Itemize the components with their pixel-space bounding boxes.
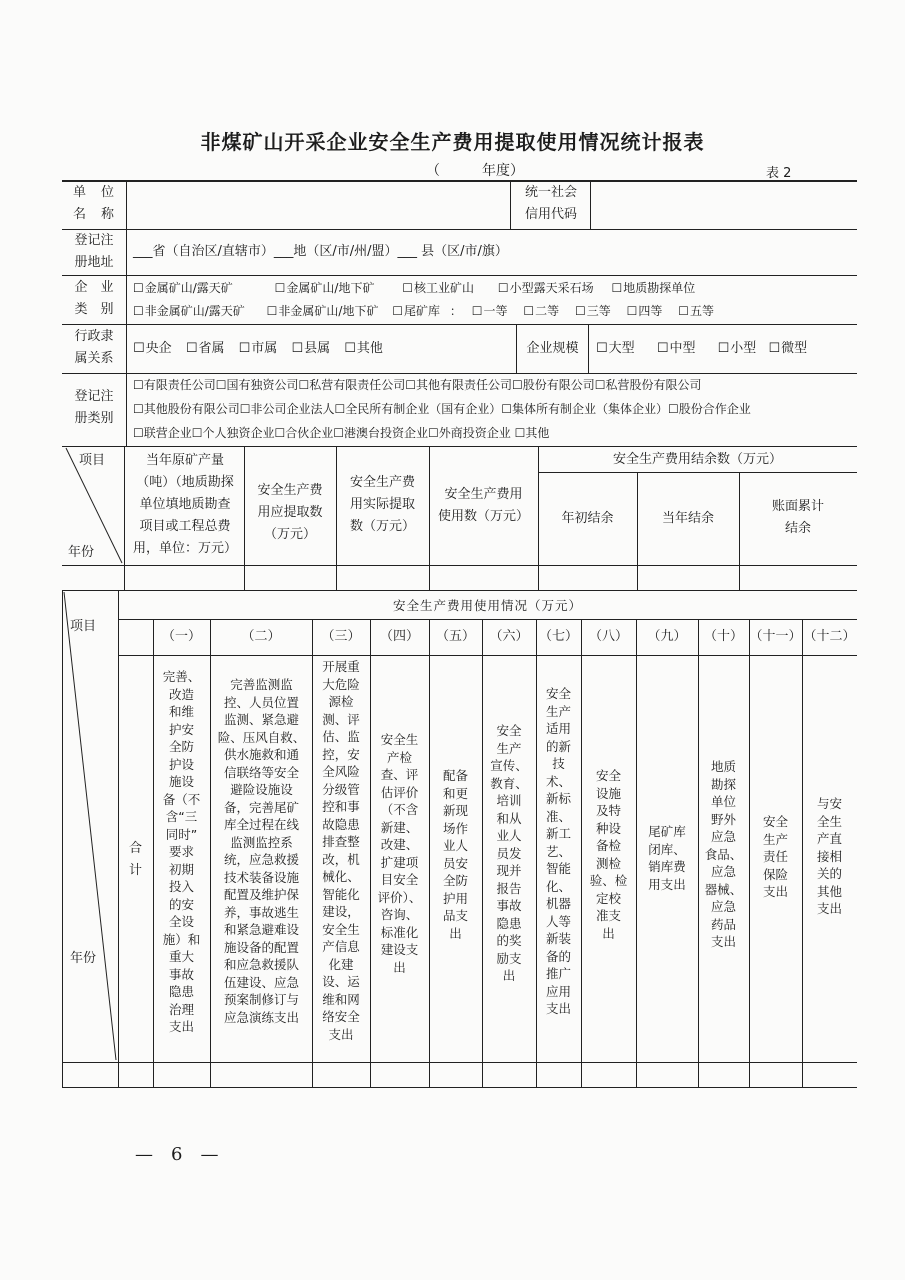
unit-name-label: 单 位 名 称 [72,185,115,222]
desc-line: 技 [552,756,565,771]
cell-usage-11[interactable] [750,1063,801,1086]
desc-line: 避险设施设 [230,782,293,797]
cell-usage-10[interactable] [699,1063,748,1086]
desc-line: 测、评 [322,711,360,727]
desc-col-4 [370,731,429,976]
reg-address-label: 登记注 册地址 [74,233,114,270]
desc-line: 场作 [442,820,468,836]
desc-line: 故隐患 [322,816,360,832]
desc-line: 智能化 [322,886,360,902]
desc-line: 改，机 [322,851,360,867]
desc-line: 报告 [496,880,522,896]
desc-line: 新建、 [380,819,419,835]
desc-col-5 [429,767,482,942]
credit-code-label: 统一社会 信用代码 [524,185,577,222]
desc-line: 支出 [328,1026,354,1042]
page-number: — 6 — [135,1144,219,1165]
desc-line: 施设 [168,774,194,789]
desc-line: 要求 [168,844,194,859]
desc-col-3 [312,658,370,1043]
desc-line: 测检 [595,855,621,871]
desc-line: 新工 [545,826,571,841]
desc-line: 业人 [442,838,468,853]
cell-usage-7[interactable] [537,1063,580,1086]
desc-line: 隐患 [168,984,194,999]
reg-type-options-line3[interactable]: ☐联营企业☐个人独资企业☐合伙企业☐港澳台投资企业☐外商投资企业 ☐其他 [133,426,550,440]
desc-line: 食品、 [704,846,743,862]
desc-line: 目安全 [380,872,419,887]
desc-line: 支出 [816,901,842,916]
desc-line: 现并 [496,863,522,878]
desc-line: 人等 [545,913,571,929]
desc-line: 种设 [595,820,621,836]
desc-line: 智能 [545,861,571,876]
desc-line: 野外 [710,811,736,827]
header-annual-output: 当年原矿产量 （吨）（地质勘探 单位填地质勘查 项目或工程总费 用，单位：万元） [132,453,237,556]
desc-line: 监测、紧急避 [223,712,299,727]
col-num-2: （二） [241,629,281,644]
desc-line: 控和事 [322,799,360,814]
desc-line: 与安 [816,796,842,811]
desc-line: 保险 [762,866,788,882]
desc-line: 化、 [545,878,571,894]
desc-line: 器械、 [704,881,743,897]
checkbox-medium[interactable]: ☐ 中型 [657,341,696,356]
desc-line: 应用 [545,983,571,999]
checkbox-metal-open-pit[interactable]: ☐ 金属矿山/露天矿 [133,281,233,295]
desc-line: 库全过程在线 [223,817,299,832]
diagonal-divider-3 [62,590,118,1062]
desc-line: 应急 [710,864,736,879]
desc-line: 产直 [816,831,842,846]
cell-usage-9[interactable] [637,1063,697,1086]
credit-code-field[interactable] [591,182,855,228]
desc-line: 建设支 [380,942,419,957]
desc-line: 化建 [328,956,354,972]
desc-line: 技术装备设施 [223,869,299,885]
desc-line: 术、 [545,773,571,789]
desc-line: 员安 [442,855,468,871]
desc-line: 验、检 [589,873,628,888]
desc-line: 械化、 [322,869,360,884]
desc-line: 控，安 [322,746,360,762]
t2-item-label: 项目 [79,453,106,468]
desc-line: 伍建设、应急 [223,974,299,990]
desc-line: 准、 [545,808,571,824]
enterprise-scale-label: 企业规模 [526,341,579,356]
cell-annual-output[interactable] [125,566,243,589]
reg-type-label: 登记注 册类别 [74,389,114,426]
cell-begin-balance[interactable] [539,566,636,589]
enterprise-type-label: 企 业 类 别 [74,280,114,317]
desc-line: 适用 [545,721,571,736]
col-num-1: （一） [161,629,201,644]
desc-line: 估、监 [322,729,360,744]
desc-line: 源检 [328,694,354,709]
desc-line: 治理 [168,1001,194,1017]
desc-line: 备检 [595,838,621,853]
cell-accumulated-balance[interactable] [740,566,856,589]
desc-line: 生产 [545,703,571,719]
desc-line: 分级管 [322,781,360,797]
desc-line: 险、压风自救、 [217,729,306,745]
desc-line: 出 [449,925,462,941]
desc-line: 和维 [168,704,194,719]
col-num-6: （六） [489,629,529,644]
desc-line: 其他 [816,883,842,899]
desc-line: 销库费 [648,859,686,874]
col-num-4: （四） [379,629,419,644]
checkbox-grade-1[interactable]: ☐ 一等 [472,304,508,318]
desc-line: 排查整 [322,834,360,849]
desc-line: 关的 [816,866,842,881]
desc-line: 推广 [545,966,571,981]
desc-line: 定校 [595,890,621,906]
desc-line: 查、评 [380,767,419,782]
desc-line: 含“三 [165,809,198,824]
col-num-11: （十一） [749,629,802,644]
col-num-9: （九） [647,629,687,644]
desc-line: 责任 [762,849,788,864]
cell-usage-12[interactable] [803,1063,856,1086]
checkbox-municipal[interactable]: ☐ 市属 [239,341,278,356]
desc-line: 信联络等安全 [223,764,299,780]
desc-line: 备的 [545,948,571,964]
cell-used-amount[interactable] [430,566,537,589]
header-used-amount: 安全生产费用 使用数（万元） [437,487,529,524]
desc-line: 预案制修订与 [223,992,299,1007]
checkbox-small-quarry[interactable]: ☐ 小型露天采石场 [498,281,594,295]
desc-line: 护安 [168,721,194,737]
reg-address-value[interactable]: ___省（自治区/直辖市）___地（区/市/州/盟）___ 县（区/市/旗） [133,244,508,259]
desc-line: 单位 [710,794,736,809]
cell-current-balance[interactable] [638,566,738,589]
desc-line: 设、运 [322,974,360,989]
checkbox-county[interactable]: ☐ 县属 [291,341,330,356]
cell-actual-extract[interactable] [337,566,428,589]
desc-line: 勘探 [710,776,736,792]
desc-line: 重大 [168,949,194,964]
checkbox-central[interactable]: ☐ 央企 [133,341,172,356]
checkbox-small[interactable]: ☐ 小型 [718,341,757,356]
checkbox-grade-3[interactable]: ☐ 三等 [575,304,611,318]
header-current-balance: 当年结余 [661,511,714,526]
checkbox-nonmetal-underground[interactable]: ☐ 非金属矿山/地下矿 [267,304,379,318]
checkbox-geo-exploration[interactable]: ☐ 地质勘探单位 [612,281,696,295]
desc-line: 评价）、 [377,889,422,905]
table-number: 表 2 [766,166,792,181]
desc-line: 和应急救援队 [223,957,299,972]
desc-line: 闭库、 [648,841,686,857]
desc-col-6 [482,722,536,985]
desc-line: 施设备的配置 [223,939,299,955]
desc-line: 和更 [442,785,468,801]
desc-line: 配备 [442,768,468,783]
desc-line: 建设， [322,904,360,919]
desc-line: 估评价 [380,784,419,800]
desc-line: 供水施救和通 [223,747,299,762]
desc-line: 的安 [168,896,194,912]
desc-line: 完善、 [162,669,201,684]
desc-line: 产检 [386,749,412,765]
col-num-7: （七） [538,629,578,644]
desc-line: 品支 [442,908,468,923]
desc-line: 支出 [762,884,788,899]
checkbox-grade-2[interactable]: ☐ 二等 [523,304,559,318]
desc-line: 宣传、 [490,758,528,773]
desc-line: 安全 [595,768,621,783]
t2-year-label: 年份 [68,545,95,560]
desc-line: 产信息 [322,939,360,954]
checkbox-tailings-pond[interactable]: ☐ 尾矿库 [392,304,440,318]
desc-line: 生产 [762,831,788,847]
desc-line: 教育、 [490,775,528,791]
cell-usage-6[interactable] [483,1063,535,1086]
desc-line: 和紧急避难设 [223,922,299,937]
reg-type-options-line1[interactable]: ☐有限责任公司☐国有独资公司☐私营有限责任公司☐其他有限责任公司☐股份有限公司☐私营股份有限公司 [133,378,702,392]
desc-line: 出 [393,959,406,975]
desc-line: 事故 [168,966,194,982]
desc-line: 机器 [545,896,571,911]
desc-line: 尾矿库 [648,824,686,839]
desc-line: 监测监控系 [230,834,293,850]
desc-line: 业人 [496,828,522,843]
desc-line: 护用 [442,890,468,906]
checkbox-provincial[interactable]: ☐ 省属 [186,341,225,356]
desc-line: 初期 [168,861,194,877]
checkbox-grade-5[interactable]: ☐ 五等 [678,304,714,318]
enterprise-type-options-row2: ☐ 非金属矿山/露天矿 ☐ 非金属矿山/地下矿 ☐ 尾矿库 ： ☐ 一等 ☐ 二等 ☐ 三等 ☐ 四等 ☐ 五等 [133,300,714,322]
desc-line: 安全 [545,686,571,701]
desc-col-11 [749,813,802,901]
desc-line: 支出 [545,1001,571,1016]
desc-col-8 [581,767,636,942]
checkbox-grade-4[interactable]: ☐ 四等 [627,304,663,318]
desc-line: 接相 [816,848,842,864]
desc-line: 统，应急救援 [223,852,299,867]
checkbox-micro[interactable]: ☐ 微型 [768,341,807,356]
t3-item-label: 项目 [70,619,97,634]
desc-line: 的新 [545,738,571,754]
desc-line: 应急演练支出 [223,1009,299,1025]
cell-usage-5[interactable] [430,1063,481,1086]
header-begin-balance: 年初结余 [561,511,614,526]
cell-total[interactable] [119,1063,152,1086]
desc-line: 维和网 [322,991,360,1007]
cell-usage-4[interactable] [371,1063,428,1086]
checkbox-large[interactable]: ☐ 大型 [596,341,635,356]
header-should-extract: 安全生产费 用应提取数 （万元） [257,483,323,542]
cell-usage-2[interactable] [211,1063,311,1086]
desc-line: 支出 [710,934,736,949]
desc-line: 安全 [762,814,788,829]
report-title: 非煤矿山开采企业安全生产费用提取使用情况统计报表 [200,130,705,154]
desc-line: 同时” [165,826,198,842]
desc-line: 事故 [496,898,522,913]
desc-line: 安全生 [380,732,419,747]
desc-line: 施）和 [162,931,201,947]
col-num-12: （十二） [803,629,856,644]
desc-line: 养，事故逃生 [223,904,299,920]
cell-usage-3[interactable] [313,1063,369,1086]
header-accumulated-balance: 账面累计 结余 [771,499,824,536]
desc-line: 隐患 [496,915,522,931]
desc-col-10 [698,758,749,951]
desc-line: 投入 [168,879,194,894]
desc-line: 全设 [168,914,194,929]
desc-col-2 [212,676,311,1026]
desc-line: 应急 [710,829,736,844]
desc-line: 新现 [442,803,468,818]
desc-line: 的奖 [496,933,522,948]
col-num-3: （三） [321,629,361,644]
desc-line: 改建、 [380,837,419,852]
desc-line: 改造 [168,686,194,702]
year-label: （ 年度） [426,163,524,179]
desc-line: 标准化 [380,924,419,940]
desc-line: 及特 [595,803,621,818]
desc-line: 培训 [496,793,522,808]
enterprise-type-options-row1 [133,277,695,299]
admin-affiliation-label: 行政隶 属关系 [74,329,114,366]
desc-line: 用支出 [648,876,686,892]
desc-line: 准支 [595,908,621,923]
desc-line: 开展重 [322,659,360,674]
usage-header: 安全生产费用使用情况（万元） [392,598,582,613]
reg-type-options-line2[interactable]: ☐其他股份有限公司☐非公司企业法人☐全民所有制企业（国有企业）☐集体所有制企业（集体企业）☐股份合作企业 [133,402,751,416]
desc-line: 大危险 [322,676,360,692]
desc-line: 配置及维护保 [223,887,299,902]
desc-line: 咨询、 [380,907,419,922]
t3-year-label: 年份 [70,951,97,966]
desc-col-12 [802,795,857,918]
enterprise-scale-options [596,338,807,360]
desc-line: 新装 [545,931,571,946]
desc-line: 安全生 [322,921,360,937]
admin-affiliation-options [133,338,383,360]
desc-line: 员发 [496,845,522,861]
desc-line: 新标 [545,791,571,806]
desc-line: 备（不 [162,791,201,807]
desc-line: 应急 [710,899,736,914]
checkbox-nonmetal-open-pit[interactable]: ☐ 非金属矿山/露天矿 [133,304,245,318]
checkbox-nuclear-mine[interactable]: ☐ 核工业矿山 [402,281,474,295]
total-label: 合 计 [128,841,142,878]
cell-usage-8[interactable] [582,1063,635,1086]
desc-line: 控、人员位置 [223,694,299,710]
desc-line: 出 [502,968,516,983]
unit-name-field[interactable] [126,182,510,228]
desc-line: 全生 [816,813,842,829]
desc-line: 励支 [496,950,522,966]
cell-should-extract[interactable] [245,566,335,589]
desc-line: 络安全 [322,1009,360,1024]
desc-line: 艺、 [545,843,571,859]
desc-line: 出 [602,925,615,941]
desc-line: 和从 [496,810,522,826]
desc-line: 备，完善尾矿 [223,799,299,815]
checkbox-other-affiliation[interactable]: ☐ 其他 [344,341,383,356]
col-num-8: （八） [588,629,628,644]
desc-line: （不含 [380,802,419,817]
desc-line: 护设 [168,756,194,772]
desc-line: 全风险 [322,764,360,779]
desc-line: 生产 [496,740,522,756]
desc-line: 支出 [168,1019,194,1034]
checkbox-metal-underground[interactable]: ☐ 金属矿山/地下矿 [275,281,375,295]
desc-col-7 [536,685,581,1018]
desc-line: 完善监测监 [230,677,293,692]
header-actual-extract: 安全生产费 用实际提取 数（万元） [349,475,415,534]
desc-line: 扩建项 [380,854,419,870]
col-num-5: （五） [435,629,475,644]
desc-col-1 [153,668,210,1036]
desc-line: 设施 [595,785,621,801]
desc-line: 全防 [442,873,468,888]
desc-line: 全防 [168,739,194,754]
cell-usage-1[interactable] [154,1063,209,1086]
col-num-10: （十） [703,629,743,644]
desc-col-9 [636,823,698,893]
desc-line: 地质 [710,759,736,774]
desc-line: 药品 [710,916,736,932]
header-balance: 安全生产费用结余数（万元） [612,452,782,467]
desc-line: 安全 [496,723,522,738]
